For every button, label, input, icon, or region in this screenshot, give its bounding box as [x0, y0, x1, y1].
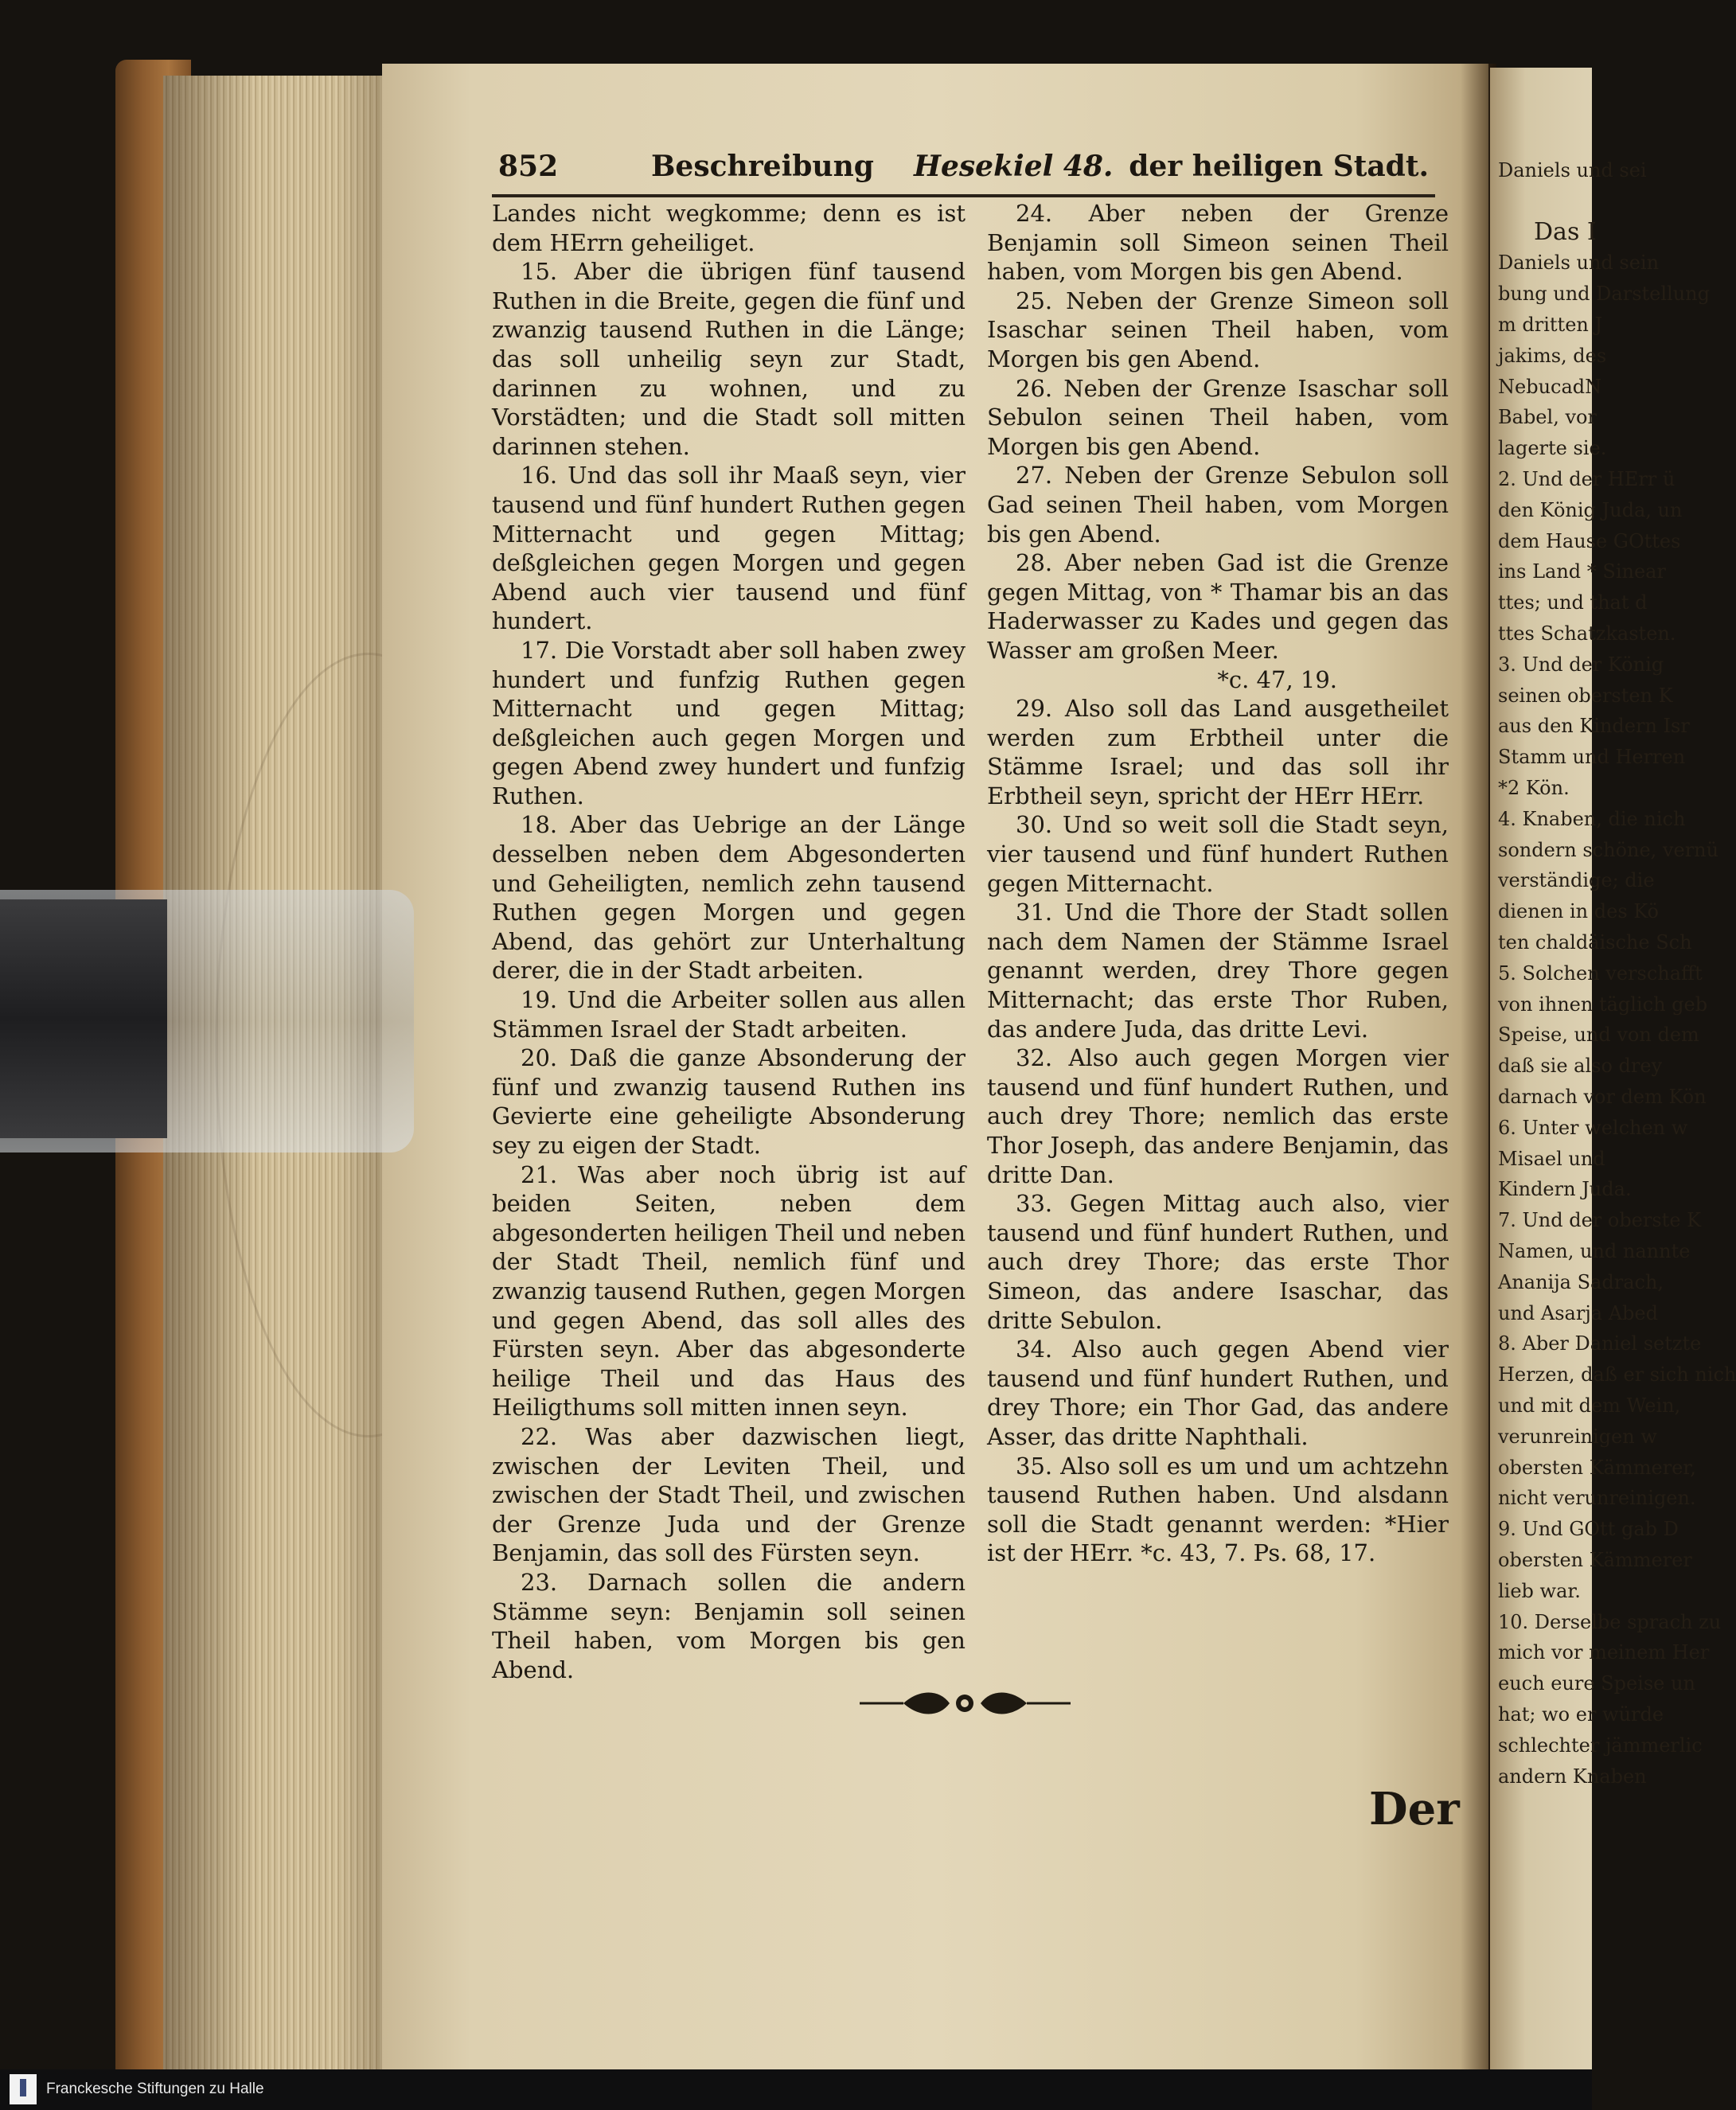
right-page-fragment: 10. Derselbe sprach zu [1498, 1610, 1722, 1633]
right-page-fragment: euch eure Speise un [1498, 1672, 1695, 1695]
right-page-fragment: hat; wo er würde [1498, 1703, 1664, 1726]
right-page-fragment: und Asarja Abed [1498, 1301, 1658, 1324]
right-page-fragment: 4. Knaben, die nich [1498, 807, 1686, 830]
right-page-fragment: 6. Unter welchen w [1498, 1116, 1688, 1139]
ornament-divider [856, 1687, 1075, 1719]
right-page-fragment: 9. Und GOtt gab D [1498, 1518, 1679, 1541]
verse-paragraph: 16. Und das soll ihr Maaß seyn, vier tausend und fünf hundert Ruthen gegen Mitternacht und gegen Mittag; deßgleichen gegen Morgen und gegen Abend auch vier tausend und fünf hundert. [492, 462, 966, 635]
right-page-fragment: m dritten J [1498, 314, 1603, 336]
running-head [492, 145, 1435, 194]
right-page-fragment: Daniels und sein [1498, 252, 1660, 275]
running-head-right: der heiligen Stadt. [1129, 150, 1429, 183]
verse-paragraph: Landes nicht wegkomme; denn es ist dem HErrn geheiliget. [492, 200, 966, 256]
running-head-left: Beschreibung [651, 150, 874, 183]
running-head-center: Hesekiel 48. [914, 150, 1114, 183]
right-page-fragment: darnach vor dem Kön [1498, 1086, 1707, 1108]
verse-paragraph: 24. Aber neben der Grenze Benjamin soll Simeon seinen Theil haben, vom Morgen bis gen Abend. [987, 200, 1449, 286]
verse-paragraph: 18. Aber das Uebrige an der Länge desselben neben dem Abgesonderten und Geheiligten, nemlich zehn tausend Ruthen gegen Morgen und gegen Abend, das gehört zur Unterhaltung derer, die in der Stadt arbeiten. [492, 811, 966, 985]
right-page-fragment: ttes; und that d [1498, 591, 1648, 614]
institution-name: Franckesche Stiftungen zu Halle [46, 2081, 264, 2097]
right-page-fragment: 5. Solchen verschafft [1498, 961, 1703, 985]
right-page-fragment: seinen obersten K [1498, 684, 1673, 707]
right-page-fragment: obersten Kämmerer, [1498, 1456, 1696, 1479]
verse-paragraph: 23. Darnach sollen die andern Stämme seyn: Benjamin soll seinen Theil haben, vom Morgen bis gen Abend. [492, 1568, 966, 1683]
right-page-fragment: von ihnen täglich geb [1498, 993, 1708, 1016]
verse-paragraph: 19. Und die Arbeiter sollen aus allen Stämmen Israel der Stadt arbeiten. [492, 986, 966, 1043]
page-number: 852 [498, 150, 559, 183]
right-page-fragment: ten chaldäische Sch [1498, 931, 1692, 954]
right-page-fragment: 2. Und der HErr ü [1498, 468, 1676, 490]
right-page-fragment: andern Knaben [1498, 1765, 1647, 1788]
right-page-fragment: den König Juda, un [1498, 498, 1683, 521]
verse-paragraph: 26. Neben der Grenze Isaschar soll Sebulon seinen Theil haben, vom Morgen bis gen Abend. [987, 374, 1449, 460]
right-page-fragment: Babel, vor [1498, 406, 1597, 429]
right-page-fragment: Stamm und Herren [1498, 746, 1686, 769]
right-page-fragment: verständige; die [1498, 869, 1655, 892]
right-page-fragment: dem Hause GOttes [1498, 529, 1681, 552]
right-page-fragment: aus den Kindern Isr [1498, 715, 1690, 738]
right-page-fragment: Daniels und sei [1498, 159, 1647, 181]
verse-paragraph: 25. Neben der Grenze Simeon soll Isaschar seinen Theil haben, vom Morgen bis gen Abend. [987, 287, 1449, 372]
institution-logo-icon [10, 2074, 37, 2104]
right-page-fragment: verunreinigen w [1498, 1425, 1657, 1448]
right-page-fragment: Herzen, daß er sich nich [1498, 1363, 1736, 1387]
clamp-holder [0, 899, 167, 1138]
catchword: Der [1369, 1783, 1460, 1835]
right-page-fragment: Ananija Sadrach, [1498, 1270, 1664, 1293]
right-page [1490, 68, 1736, 2069]
right-page-fragment: nicht verunreinigen. [1498, 1487, 1696, 1510]
right-page-fragment: lieb war. [1498, 1579, 1581, 1602]
verse-paragraph: 21. Was aber noch übrig ist auf beiden Seiten, neben dem abgesonderten heiligen Theil und neben der Stadt Theil, nemlich fünf und zwanzig tausend Ruthen, gegen Morgen und gegen Abend, das soll alles des Fürsten seyn. Aber das abgesonderte heilige Theil und das Haus des Heiligthums soll mitten innen seyn. [492, 1160, 966, 1422]
verse-paragraph: 35. Also soll es um und um achtzehn tausend Ruthen haben. Und alsdann soll die Stadt genannt werden: *Hier ist der HErr. *c. 43, 7. Ps. 68, 17. [987, 1452, 1449, 1567]
right-page-fragment: bung und Darstellung [1498, 283, 1710, 306]
verse-paragraph: 30. Und so weit soll die Stadt seyn, vier tausend und fünf hundert Ruthen gegen Mitternacht. [987, 811, 1449, 897]
right-page-fragment: obersten Kämmerer [1498, 1549, 1692, 1571]
verse-paragraph: 20. Daß die ganze Absonderung der fünf und zwanzig tausend Ruthen ins Gevierte eine geheiligte Absonderung sey zu eigen der Stadt. [492, 1044, 966, 1159]
right-page-fragment: Misael und [1498, 1147, 1605, 1170]
verse-paragraph: 17. Die Vorstadt aber soll haben zwey hundert und funfzig Ruthen gegen Mitternacht und gegen Mittag; deßgleichen auch gegen Morgen und gegen Abend zwey hundert und funfzig Ruthen. [492, 636, 966, 809]
verse-paragraph: 28. Aber neben Gad ist die Grenze gegen Mittag, von * Thamar bis an das Haderwasser zu Kades und gegen das Wasser am großen Meer. [987, 549, 1449, 664]
right-page-fragment: 3. Und der König [1498, 653, 1664, 676]
right-page-fragment: jakims, des [1498, 344, 1607, 367]
right-page-fragment: Speise, und von dem [1498, 1024, 1699, 1047]
right-page-fragment: und mit dem Wein, [1498, 1394, 1681, 1417]
right-page-fragment: Das I [1534, 217, 1597, 246]
right-page-fragment: 7. Und der oberste K [1498, 1209, 1702, 1232]
right-page-fragment: dienen in des Kö [1498, 900, 1659, 923]
right-page-fragment: mich vor meinem Her [1498, 1641, 1710, 1664]
right-page-fragment: ttes Schatzkasten. [1498, 622, 1676, 645]
left-text-column [492, 199, 966, 1684]
verse-paragraph: 27. Neben der Grenze Sebulon soll Gad seinen Theil haben, vom Morgen bis gen Abend. [987, 462, 1449, 548]
verse-paragraph: 29. Also soll das Land ausgetheilet werden zum Erbtheil unter die Stämme Israel; und das soll ihr Erbtheil seyn, spricht der HErr HErr. [987, 695, 1449, 809]
verse-paragraph: 33. Gegen Mittag auch also, vier tausend und fünf hundert Ruthen, und auch drey Thore; das erste Thor Simeon, das andere Isaschar, das dritte Sebulon. [987, 1190, 1449, 1334]
right-page-fragment: Namen, und nannte [1498, 1240, 1691, 1262]
verse-paragraph: 31. Und die Thore der Stadt sollen nach dem Namen der Stämme Israel genannt werden, drey Thore gegen Mitternacht; das erste Thor Ruben, das andere Juda, das dritte Levi. [987, 899, 1449, 1043]
right-page-fragment: lagerte sie. [1498, 437, 1607, 460]
right-page-fragment: NebucadN [1498, 375, 1602, 398]
verse-paragraph: 22. Was aber dazwischen liegt, zwischen der Leviten Theil, und zwischen der Stadt Theil, und zwischen der Grenze Juda und der Grenze Benjamin, das soll des Fürsten seyn. [492, 1422, 966, 1567]
verse-paragraph: 34. Also auch gegen Abend vier tausend und fünf hundert Ruthen, und drey Thore; ein Thor Gad, das andere Asser, das dritte Naphthali. [987, 1336, 1449, 1450]
footer-bar [0, 2069, 1592, 2110]
right-page-fragment: sondern schöne, vernü [1498, 838, 1719, 861]
right-page-fragment: schlechter jämmerlic [1498, 1734, 1703, 1757]
right-text-column [987, 199, 1449, 1568]
verse-paragraph: 32. Also auch gegen Morgen vier tausend und fünf hundert Ruthen, und auch drey Thore; nemlich das erste Thor Joseph, das andere Benjamin, das dritte Dan. [987, 1044, 1449, 1188]
head-rule [492, 194, 1435, 197]
right-page-fragment: 8. Aber Daniel setzte [1498, 1332, 1702, 1355]
right-page-fragment: *2 Kön. [1498, 777, 1570, 799]
right-page-fragment: ins Land * Sinear [1498, 560, 1666, 583]
cross-reference: *c. 47, 19. [1217, 665, 1337, 693]
verse-paragraph: 15. Aber die übrigen fünf tausend Ruthen in die Breite, gegen die fünf und zwanzig tausend Ruthen in die Länge; das soll unheilig seyn zur Stadt, darinnen zu wohnen, und zu Vorstädten; und die Stadt soll mitten darinnen stehen. [492, 258, 966, 460]
right-page-fragment: daß sie also drey [1498, 1055, 1663, 1078]
right-page-fragment: Kindern Juda. [1498, 1178, 1632, 1201]
